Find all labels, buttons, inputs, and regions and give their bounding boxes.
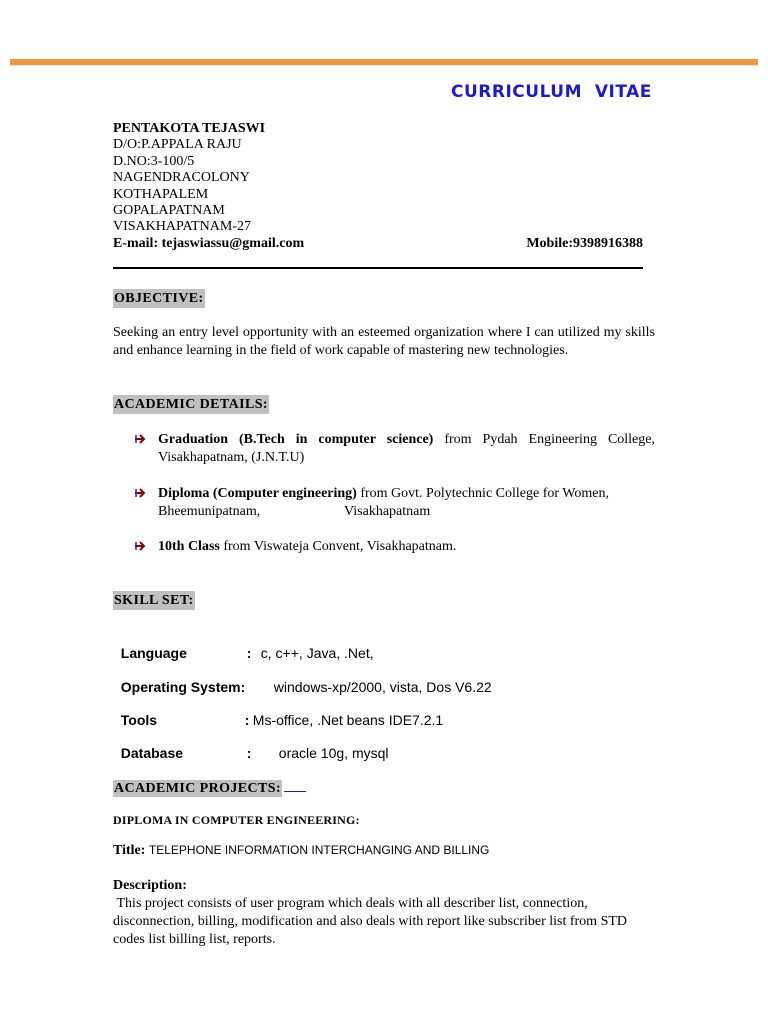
skill-value: c, c++, Java, .Net, [260, 645, 374, 661]
project-category: DIPLOMA IN COMPUTER ENGINEERING: [113, 813, 360, 827]
description-text: This project consists of user program which deals with all describer list, connection, disconnection, billing, modification and also deals with report like subscriber list from STD codes list billing list, reports. [113, 896, 631, 947]
skill-row-database [113, 728, 389, 762]
document-title: CURRICULUM VITAE [451, 82, 652, 102]
objective-heading: OBJECTIVE: [114, 291, 204, 306]
projects-heading-wrap [113, 779, 306, 797]
address-line: D.NO:3-100/5 [113, 153, 195, 169]
academic-detail: from Pydah Engineering College, Visakhapatnam, (J.N.T.U) [158, 432, 655, 465]
skill-value: windows-xp/2000, vista, Dos V6.22 [273, 679, 492, 695]
academic-degree: Diploma (Computer engineering) [158, 486, 357, 501]
skill-row-language [113, 628, 374, 662]
skill-label: Language [120, 645, 187, 661]
heading-underline [284, 779, 306, 792]
skill-value: Ms-office, .Net beans IDE7.2.1 [252, 712, 444, 728]
address-line: D/O:P.APPALA RAJU [113, 137, 242, 153]
contact-row [113, 236, 643, 252]
skill-label: Database [120, 745, 184, 761]
address-line: NAGENDRACOLONY [113, 170, 250, 186]
skill-label: Operating System: [120, 679, 246, 695]
mobile-text: Mobile:9398916388 [526, 235, 643, 251]
horizontal-rule [113, 267, 643, 269]
skill-row-tools [113, 695, 443, 729]
skill-value: oracle 10g, mysql [278, 745, 389, 761]
academic-item [134, 538, 655, 556]
email-text: E-mail: tejaswiassu@gmail.com [113, 235, 305, 251]
description-label: Description: [113, 878, 187, 893]
academic-item [134, 431, 655, 467]
academic-item [134, 485, 655, 539]
academic-heading: ACADEMIC DETAILS: [114, 397, 268, 412]
skill-separator: : [246, 645, 252, 661]
arrow-bullet-icon [134, 485, 158, 539]
address-line: KOTHAPALEM [113, 186, 209, 202]
address-line: GOPALAPATNAM [113, 203, 225, 219]
arrow-bullet-icon [134, 538, 158, 556]
academic-detail: from Govt. Polytechnic College for Women, Bheemunipatnam, Visakhapatnam [158, 486, 613, 519]
arrow-bullet-icon [134, 431, 158, 467]
project-title-label: Title: [113, 843, 146, 858]
contact-block [113, 121, 643, 252]
skill-separator: : [244, 712, 250, 728]
address-line: VISAKHAPATNAM-27 [113, 219, 251, 235]
header-divider [10, 65, 758, 66]
academic-degree: Graduation (B.Tech in computer science) [158, 432, 434, 447]
project-title-line [113, 843, 489, 859]
projects-heading: ACADEMIC PROJECTS: [114, 781, 282, 796]
academic-degree: 10th Class [158, 539, 220, 554]
candidate-name: PENTAKOTA TEJASWI [113, 121, 266, 136]
skills-heading: SKILL SET: [114, 593, 194, 608]
skill-separator: : [246, 745, 252, 761]
skill-label: Tools [120, 712, 158, 728]
academic-detail: from Viswateja Convent, Visakhapatnam. [219, 539, 457, 554]
skill-row-os [113, 662, 492, 696]
objective-text: Seeking an entry level opportunity with an esteemed organization where I can utilized my skills and enhance learning in the field of work capable of mastering new technologies. [113, 325, 655, 358]
project-title-value: TELEPHONE INFORMATION INTERCHANGING AND BILLING [148, 843, 490, 857]
